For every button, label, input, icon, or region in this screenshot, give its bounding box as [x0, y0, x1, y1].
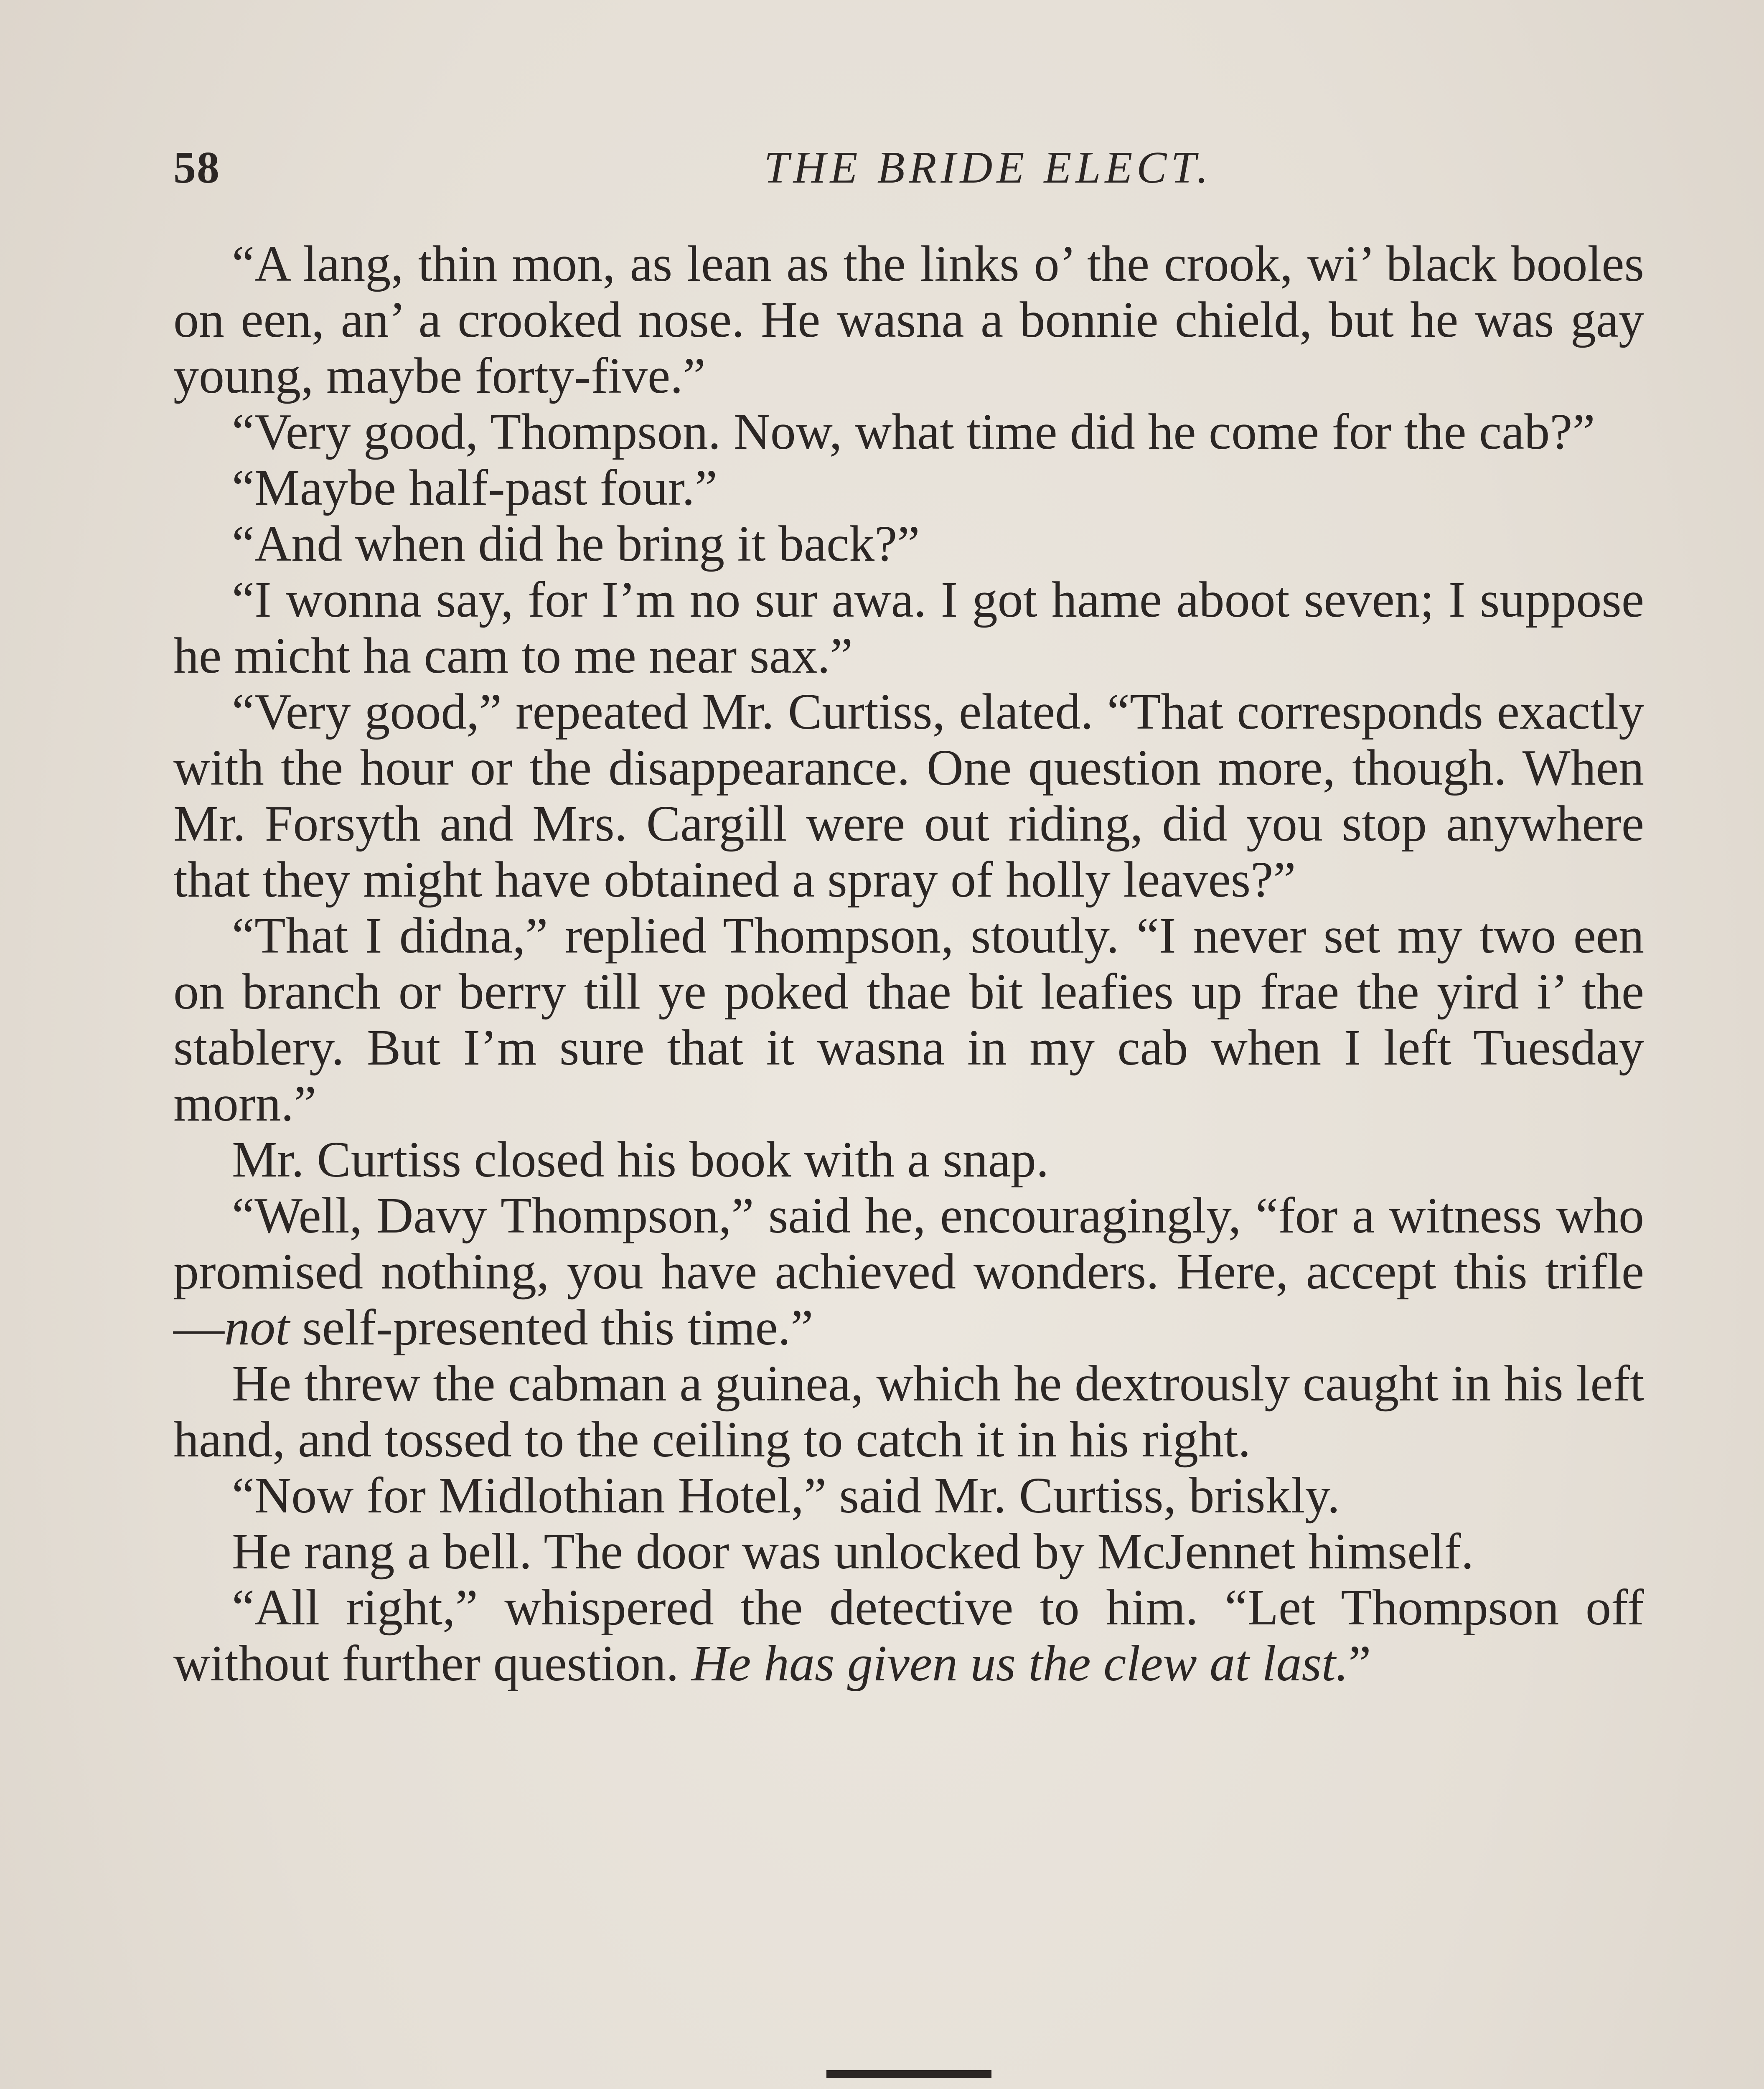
italic-text: He has given us the clew at last.: [691, 1635, 1349, 1692]
page-number: 58: [173, 143, 220, 193]
chapter-body-text: [173, 236, 1644, 1692]
running-title: THE BRIDE ELECT.: [764, 143, 1212, 193]
paragraph: “And when did he bring it back?”: [232, 516, 920, 572]
italic-text: not: [224, 1299, 290, 1356]
paragraph: “A lang, thin mon, as lean as the links o’ the crook, wi’ black booles on een, an’ a crooked nose. He wasna a bonnie chield, but he was gay young, maybe forty-five.”: [173, 236, 1644, 404]
paragraph: “Very good,” repeated Mr. Curtiss, elated. “That corresponds exactly with the hour or the disappearance. One question more, though. When Mr. Forsyth and Mrs. Cargill were out riding, did you stop anywhere that they might have obtained a spray of holly leaves?”: [173, 684, 1644, 908]
paragraph: “Very good, Thompson. Now, what time did he come for the cab?”: [232, 404, 1595, 460]
text-run: ”: [1348, 1635, 1371, 1692]
paragraph: “Now for Midlothian Hotel,” said Mr. Curtiss, briskly.: [232, 1467, 1340, 1524]
paragraph: He threw the cabman a guinea, which he dextrously caught in his left hand, and tossed to the ceiling to catch it in his right.: [173, 1355, 1644, 1468]
text-run: “All right,” whispered the detective to him. “Let Thompson off without further question.: [173, 1579, 1644, 1692]
text-run: “Well, Davy Thompson,” said he, encouragingly, “for a witness who promised nothing, you have achieved wonders. Here, accept this trifle—: [173, 1187, 1644, 1356]
paragraph: “That I didna,” replied Thompson, stoutly. “I never set my two een on branch or berry till ye poked thae bit leafies up frae the yird i’ the stablery. But I’m sure that it wasna in my cab when I left Tuesday morn.”: [173, 907, 1644, 1132]
paragraph-final: [173, 1580, 1644, 1692]
text-run: self-presented this time.”: [289, 1299, 813, 1356]
paragraph: “I wonna say, for I’m no sur awa. I got hame aboot seven; I suppose he micht ha cam to me near sax.”: [173, 572, 1644, 684]
section-divider-rule: [826, 2070, 991, 2078]
page-header: [173, 138, 1644, 201]
paragraph-witness: [173, 1188, 1644, 1356]
paragraph: “Maybe half-past four.”: [232, 460, 717, 516]
paragraph: He rang a bell. The door was unlocked by McJennet himself.: [232, 1523, 1474, 1580]
paragraph: Mr. Curtiss closed his book with a snap.: [232, 1131, 1049, 1188]
